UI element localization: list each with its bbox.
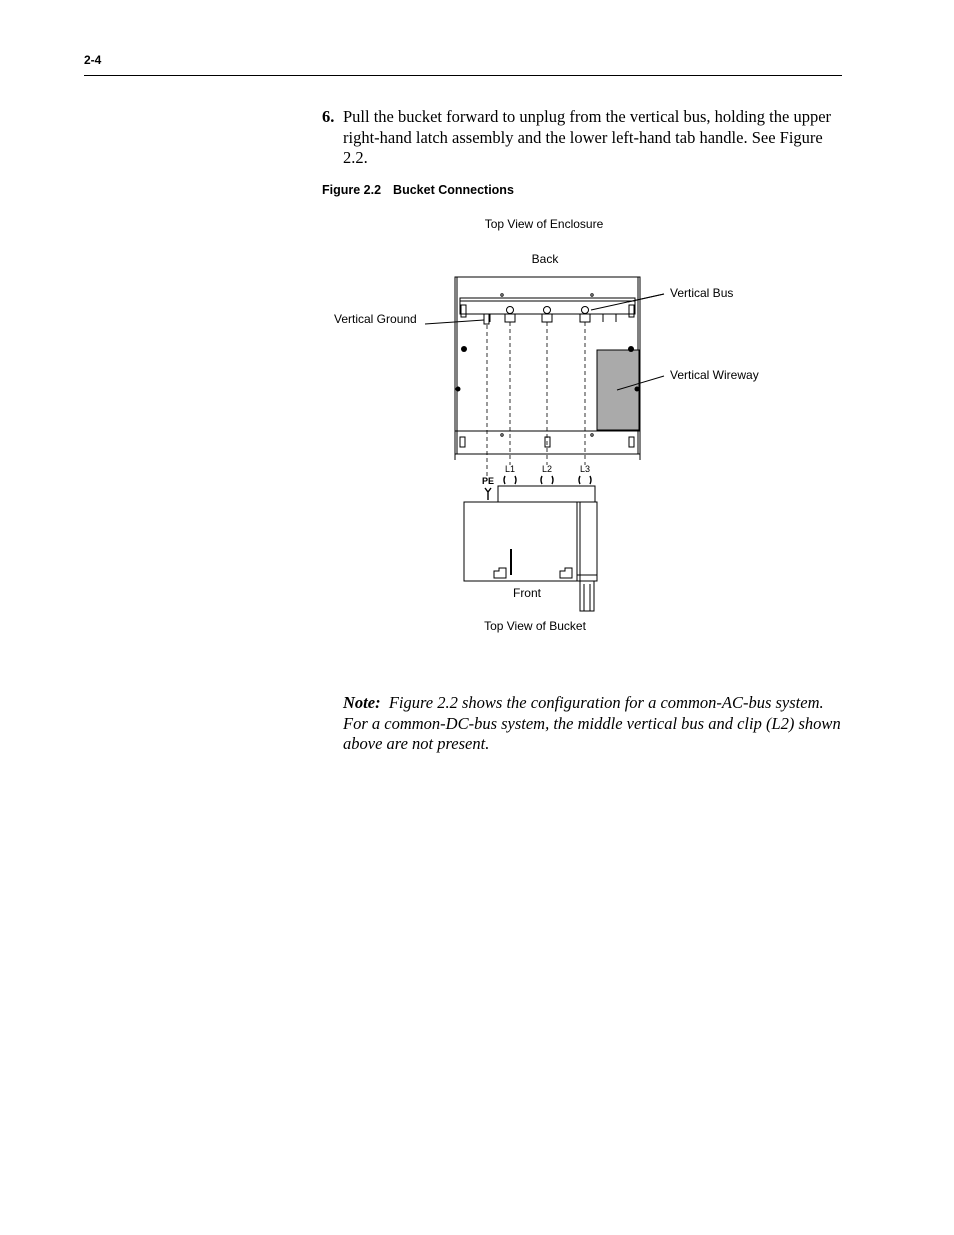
label-top-view-enclosure: Top View of Enclosure <box>484 217 604 231</box>
label-back: Back <box>531 252 559 266</box>
label-vertical-wireway: Vertical Wireway <box>670 368 759 382</box>
label-pe: PE <box>481 476 495 486</box>
note-text: Figure 2.2 shows the configuration for a common-AC-bus system. For a common-DC-bus system, the middle vertical bus and clip (L2) shown above are not present. <box>343 693 841 753</box>
label-top-view-bucket: Top View of Bucket <box>484 619 586 633</box>
figure-caption-title: Bucket Connections <box>393 183 514 197</box>
figure-caption-number: Figure 2.2 <box>322 183 382 197</box>
note <box>343 693 848 755</box>
label-vertical-ground: Vertical Ground <box>334 312 417 326</box>
label-l2: L2 <box>541 464 553 474</box>
note-label: Note: <box>343 693 381 712</box>
label-l3: L3 <box>579 464 591 474</box>
label-vertical-bus: Vertical Bus <box>670 286 734 300</box>
page-number: 2-4 <box>84 53 102 67</box>
label-front: Front <box>512 586 542 600</box>
step-number: 6. <box>322 107 335 126</box>
step-text: Pull the bucket forward to unplug from the vertical bus, holding the upper right-hand latch assembly and the lower left-hand tab handle. See Figure 2.2. <box>343 107 832 167</box>
label-l1: L1 <box>504 464 516 474</box>
connection-dashed-lines <box>487 322 585 478</box>
bus-clips <box>485 476 591 500</box>
